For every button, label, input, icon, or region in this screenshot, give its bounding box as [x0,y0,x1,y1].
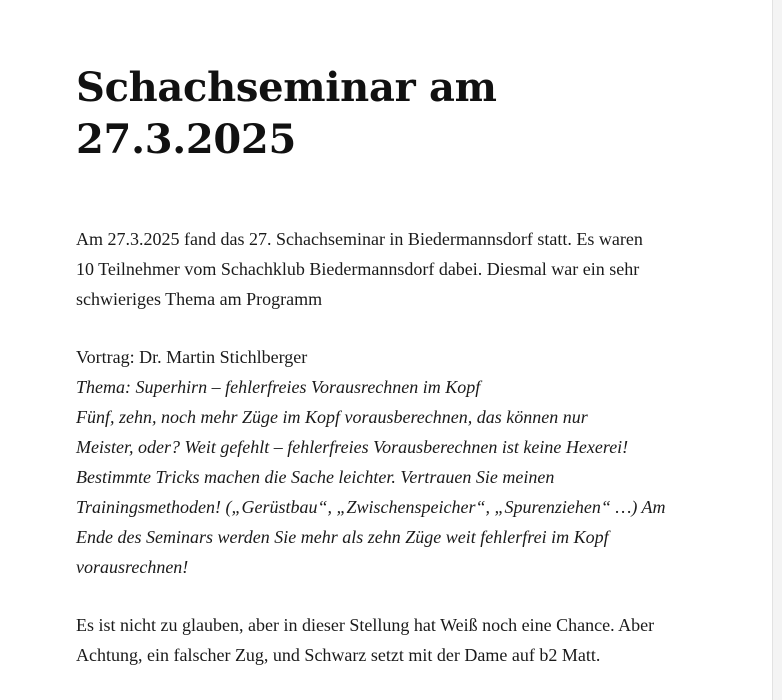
lecture-description-line: Meister, oder? Weit gefehlt – fehlerfreies Vorausberechnen ist keine Hexerei! [76,437,629,457]
closing-paragraph [76,610,716,670]
lecture-description-line: Ende des Seminars werden Sie mehr als zehn Züge weit fehlerfrei im Kopf [76,527,609,547]
lecture-description-line: Trainingsmethoden! („Gerüstbau“, „Zwischenspeicher“, „Spurenziehen“ …) Am [76,497,666,517]
lecture-topic: Thema: Superhirn – fehlerfreies Vorausrechnen im Kopf [76,377,481,397]
intro-line: Am 27.3.2025 fand das 27. Schachseminar in Biedermannsdorf statt. Es waren [76,229,643,249]
intro-line: schwieriges Thema am Programm [76,289,323,309]
closing-line: Achtung, ein falscher Zug, und Schwarz setzt mit der Dame auf b2 Matt. [76,645,601,665]
lecture-speaker: Vortrag: Dr. Martin Stichlberger [76,347,308,367]
page-title-line: Schachseminar am [76,64,497,111]
lecture-paragraph [76,342,716,582]
closing-line: Es ist nicht zu glauben, aber in dieser Stellung hat Weiß noch eine Chance. Aber [76,615,655,635]
page-title [76,62,716,166]
lecture-description-line: Fünf, zehn, noch mehr Züge im Kopf vorausberechnen, das können nur [76,407,588,427]
lecture-description-line: vorausrechnen! [76,557,189,577]
article [76,62,716,670]
intro-paragraph [76,224,716,314]
scrollbar-track[interactable] [772,0,782,700]
page-title-line: 27.3.2025 [76,116,296,163]
intro-line: 10 Teilnehmer vom Schachklub Biedermannsdorf dabei. Diesmal war ein sehr [76,259,640,279]
lecture-description-line: Bestimmte Tricks machen die Sache leichter. Vertrauen Sie meinen [76,467,555,487]
